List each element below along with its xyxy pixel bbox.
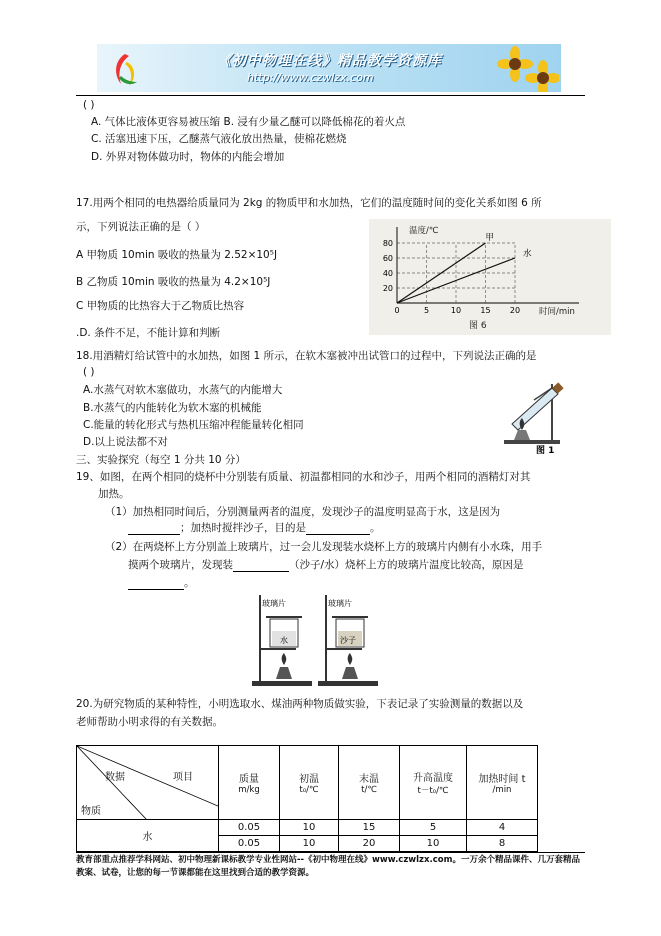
y-tick-label: 20 bbox=[382, 284, 393, 293]
figure-1-label: 图 1 bbox=[536, 446, 555, 454]
q19-stem-line2: 加热。 bbox=[98, 488, 130, 500]
water-label: 水 bbox=[280, 636, 288, 645]
table-cell: 0.05 bbox=[219, 820, 280, 836]
header-rule bbox=[76, 95, 585, 96]
section-3-heading: 三、实验探究（每空 1 分共 10 分） bbox=[76, 454, 246, 466]
q16-bracket: ( ) bbox=[83, 99, 95, 111]
y-tick-label: 40 bbox=[382, 269, 393, 278]
test-tube-apparatus-figure bbox=[492, 378, 572, 454]
substance-water-cell: 水 bbox=[77, 820, 219, 852]
q19-stem-line1: 19、如图，在两个相同的烧杯中分别装有质量、初温都相同的水和沙子，用两个相同的酒精灯对其 bbox=[76, 471, 531, 483]
answer-blank[interactable] bbox=[128, 577, 184, 590]
x-tick-label: 5 bbox=[423, 306, 430, 315]
table-cell: 10 bbox=[280, 820, 339, 836]
answer-blank[interactable] bbox=[306, 522, 370, 535]
q19-part2-line1: （2）在两烧杯上方分别盖上玻璃片，过一会儿发现装水烧杯上方的玻璃片内侧有小水珠，用手 bbox=[105, 541, 543, 553]
header-heating-time: 加热时间 t /min bbox=[467, 746, 538, 820]
q19-part1-line2: ；加热时搅拌沙子，目的是 。 bbox=[128, 521, 381, 535]
banner-title: 《初中物理在线》精品教学资源库 bbox=[217, 53, 442, 69]
q19-part2-line3: 。 bbox=[128, 576, 195, 590]
experiment-data-table bbox=[76, 745, 538, 852]
table-cell: 10 bbox=[280, 836, 339, 852]
header-initial-temp: 初温 t₀/℃ bbox=[280, 746, 339, 820]
banner-url[interactable]: http://www.czwlzx.com bbox=[247, 71, 374, 84]
site-banner bbox=[97, 44, 561, 92]
water-beaker-setup bbox=[252, 595, 312, 686]
table-cell: 5 bbox=[400, 820, 467, 836]
q18-option-c: C.能量的转化形式与热机压缩冲程能量转化相同 bbox=[83, 419, 304, 431]
q17-option-c: C 甲物质的比热容大于乙物质比热容 bbox=[76, 300, 245, 312]
footer-text: 教育部重点推荐学科网站、初中物理新课标教学专业性网站--《初中物理在线》www.czwlzx.com。一万余个精品课件、几万套精品教案、试卷，让您的每一节课都能在这里找到合适的教学资源。 bbox=[76, 855, 580, 878]
x-axis-label: 时间/min bbox=[539, 307, 575, 317]
table-cell: 4 bbox=[467, 820, 538, 836]
table-corner-cell bbox=[77, 746, 219, 820]
q18-option-b: B.水蒸气的内能转化为软木塞的机械能 bbox=[83, 402, 262, 414]
q17-stem-line2: 示，下列说法正确的是（ ） bbox=[76, 221, 206, 233]
corner-item-label: 项目 bbox=[173, 772, 193, 783]
q20-stem-line2: 老师帮助小明求得的有关数据。 bbox=[76, 716, 223, 728]
sand-beaker-setup bbox=[318, 595, 378, 686]
q18-option-a: A.水蒸气对软木塞做功，水蒸气的内能增大 bbox=[83, 384, 283, 396]
header-temp-rise: 升高温度 t－t₀/℃ bbox=[400, 746, 467, 820]
y-tick-label: 60 bbox=[382, 254, 393, 263]
header-final-temp: 末温 t/℃ bbox=[339, 746, 400, 820]
sunflower-icon bbox=[497, 46, 559, 92]
q16-option-d: D. 外界对物体做功时，物体的内能会增加 bbox=[91, 151, 285, 163]
table-cell: 10 bbox=[400, 836, 467, 852]
site-logo-icon bbox=[105, 48, 145, 88]
table-row bbox=[77, 820, 538, 836]
beakers-experiment-figure bbox=[248, 591, 382, 689]
figure-6-label: 图 6 bbox=[469, 321, 487, 331]
y-tick-label: 80 bbox=[382, 239, 393, 248]
x-tick-label: 0 bbox=[394, 306, 400, 315]
answer-blank[interactable] bbox=[128, 522, 180, 535]
glass-plate-label: 玻璃片 bbox=[328, 599, 352, 608]
q16-option-ab: A. 气体比液体更容易被压缩 B. 浸有少量乙醚可以降低棉花的着火点 bbox=[91, 116, 406, 128]
q16-option-c: C. 活塞迅速下压，乙醚蒸气液化放出热量，使棉花燃烧 bbox=[91, 133, 347, 145]
temperature-time-chart bbox=[369, 219, 611, 335]
series-label: 甲 bbox=[485, 233, 495, 243]
table-cell: 0.05 bbox=[219, 836, 280, 852]
x-tick-label: 10 bbox=[450, 306, 462, 315]
table-cell: 15 bbox=[339, 820, 400, 836]
table-cell: 8 bbox=[467, 836, 538, 852]
series-label: 水 bbox=[523, 249, 532, 259]
answer-blank[interactable] bbox=[233, 559, 289, 572]
x-tick-label: 15 bbox=[480, 306, 491, 315]
q20-stem-line1: 20.为研究物质的某种特性，小明选取水、煤油两种物质做实验，下表记录了实验测量的数据以及 bbox=[76, 698, 524, 710]
q17-option-a: A 甲物质 10min 吸收的热量为 2.52×10⁵J bbox=[76, 249, 278, 261]
x-tick-label: 20 bbox=[509, 306, 521, 315]
sand-label: 沙子 bbox=[340, 636, 356, 645]
y-axis-label: 温度/℃ bbox=[409, 226, 439, 236]
q19-part2-line2: 摸两个玻璃片，发现装 （沙子/水）烧杯上方的玻璃片温度比较高，原因是 bbox=[128, 559, 524, 571]
header-mass: 质量 m/kg bbox=[219, 746, 280, 820]
q18-option-d: D.以上说法都不对 bbox=[83, 436, 168, 448]
table-cell: 20 bbox=[339, 836, 400, 852]
corner-data-label: 数据 bbox=[105, 772, 125, 783]
glass-plate-label: 玻璃片 bbox=[262, 599, 286, 608]
q17-stem-line1: 17.用两个相同的电热器给质量同为 2kg 的物质甲和水加热，它们的温度随时间的变化关系如图 6 所 bbox=[76, 197, 542, 209]
q18-stem-line1: 18.用酒精灯给试管中的水加热，如图 1 所示，在软木塞被冲出试管口的过程中，下列说法正确的是 bbox=[76, 350, 537, 362]
q17-option-d: .D. 条件不足，不能计算和判断 bbox=[76, 327, 221, 339]
footer-rule bbox=[76, 852, 585, 853]
q18-stem-line2: ( ) bbox=[83, 366, 95, 378]
q17-option-b: B 乙物质 10min 吸收的热量为 4.2×10⁵J bbox=[76, 276, 271, 288]
corner-substance-label: 物质 bbox=[81, 806, 101, 817]
q19-part1-line1: （1）加热相同时间后，分别测量两者的温度，发现沙子的温度明显高于水，这是因为 bbox=[105, 506, 501, 518]
